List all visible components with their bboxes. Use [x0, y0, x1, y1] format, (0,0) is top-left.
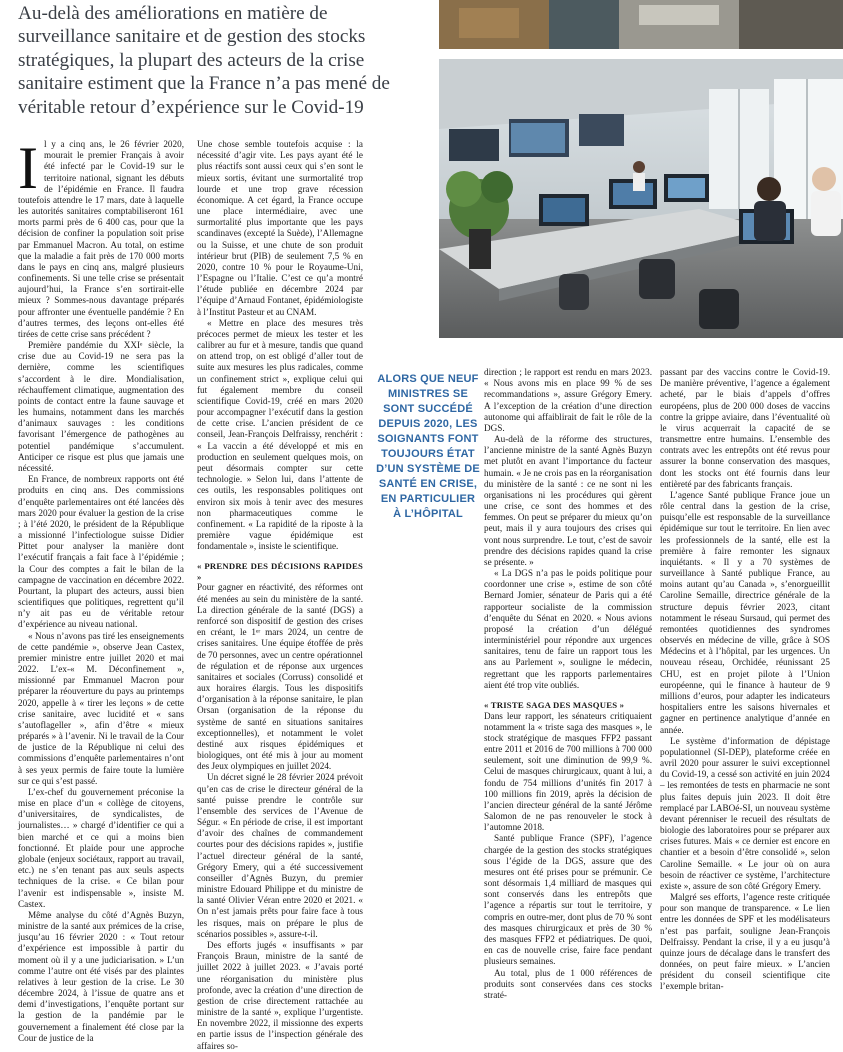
paragraph: « La DGS n’a pas le poids politique pour coordonner une crise », estime de son côté Bernard Jomier, sénateur de Paris qui a été rapporteur socialiste de la commission d’enquête du Sénat en 2020. « Nous avions proposé la création d’un délégué interministériel pour répondre aux urgences sanitaires, tenu de faire un rapport tous les ans au Parlement », souligne le médecin, regrettant que les rapports parlementaires aient été trop vite oubliés. — [484, 568, 652, 690]
paragraph: L’agence Santé publique France joue un rôle central dans la gestion de la crise, puisqu’elle est responsable de la surveillance épidémique sur tout le territoire. En lien avec les professionnels de la santé, elle est la première à faire remonter les signaux inquiétants. « Il y a 70 systèmes de surveillance à Santé publique France, au moins autant qu’au Canada », s’enorgueillit Caroline Semaille, directrice générale de la structure depuis février 2023, citant notamment le réseau Sursaud, qui permet des remontées quotidiennes des syndromes observés en médecine de ville, grâce à SOS Médecins et à l’hôpital, par les urgences. Un nouveau réseau, Orchidée, réunissant 25 CHU, est en projet pilote à l’Union européenne, qui le finance à hauteur de 9 millions d’euros, pour adapter les indicateurs hospitaliers entre les saisons hivernales et gagner en pertinence analytique d’année en année. — [660, 489, 830, 735]
paragraph: L’ex-chef du gouvernement préconise la mise en place d’un « collège de citoyens, d’universitaires, de syndicalistes, de journalistes… » chargé d’identifier ce qui a bien marché et ce qui a moins bien fonctionné. Et plaide pour une approche globale (enjeux sociétaux, rapport au travail, etc.) ne s’en tenant pas aux seuls aspects techniques de la crise. « Ce bilan pour l’avenir est indispensable », insiste M. Castex. — [18, 786, 184, 909]
paragraph: Un décret signé le 28 février 2024 prévoit qu’en cas de crise le directeur général de la santé puisse prendre le contrôle sur l’ensemble des services de l’Avenue de Ségur. « En période de crise, il est important d’avoir des chaînes de commandement courtes pour des décisions rapides », justifie l’actuel directeur général de la santé, Grégory Emery, qui a été successivement conseiller d’Agnès Buzyn, du premier ministre Edouard Philippe et du ministre de la santé Olivier Véran entre 2020 et 2021. « On n’est jamais prêts pour faire face à tous les risques, mais on prépare le plus de scénarios possibles », assure-t-il. — [197, 772, 363, 939]
paragraph: Dans leur rapport, les sénateurs critiquaient notamment la « triste saga des masques », le stock stratégique de masques FFP2 passant entre 2011 et 2016 de 700 millions à 700 000 seulement, soit une diminution de 99,9 %. Celui de masques chirurgicaux, quant à lui, a fondu de 754 millions d’unités fin 2017 à 100 millions fin 2019, après la décision de l’ancien directeur général de la santé Jérôme Salomon de ne pas renouveler le stock à l’automne 2018. — [484, 710, 652, 833]
paragraph: Première pandémie du XXIᵉ siècle, la crise due au Covid-19 ne sera pas la dernière, comme les scientifiques s’accordent à le dire. Mondialisation, réchauffement climatique, augmentation des points de contact entre la faune sauvage et les humains, notamment dans les marchés d’animaux sauvages : les conditions favorisant l’émergence de pathogènes au potentiel pandémique s’accumulent. Anticiper ce risque est plus que jamais une nécessité. — [18, 340, 184, 473]
paragraph: En France, de nombreux rapports ont été produits en cinq ans. Des commissions d’enquête parlementaires ont été lancées dès mars 2020 pour évaluer la gestion de la crise ; à l’été 2020, le président de la République a missionné l’infectiologue suisse Didier Pittet pour analyser la manière dont l’exécutif français a fait face à l’épidémie ; la Cour des comptes a fait le bilan de la campagne de vaccination en décembre 2022. Pourtant, la plupart des acteurs, aussi bien scientifiques que politiques, regrettent qu’il n’y ait pas eu de véritable retour d’expérience au niveau national. — [18, 474, 184, 630]
paragraph: Pour gagner en réactivité, des réformes ont été menées au sein du ministère de la santé. La direction générale de la santé (DGS) a renforcé son dispositif de gestion des crises en créant, le 1ᵉʳ mars 2024, un centre de crises sanitaires. Une équipe étoffée de près de 70 personnes, avec un centre opérationnel de régulation et de réponse aux urgences sanitaires et sociales (Corruss) consolidé et aux horaires élargis. Tous les dispositifs d’organisation à la réponse sanitaire, le plan Orsan (organisation de la réponse du système de santé en situations sanitaires exceptionnelles), et notamment le volet destiné aux risques épidémiques et biologiques, ont été mis à jour au moment des Jeux olympiques en juillet 2024. — [197, 582, 363, 772]
paragraph: Au total, plus de 1 000 références de produits sont conservées dans ces stocks straté- — [484, 967, 652, 1000]
pull-quote: ALORS QUE NEUF MINISTRES SE SONT SUCCÉDÉ DEPUIS 2020, LES SOIGNANTS FONT TOUJOURS ÉTAT D’UN SYSTÈME DE SANTÉ EN CRISE, EN PARTICULIER À L’HÔPITAL — [376, 373, 480, 520]
column-3 — [484, 367, 652, 1001]
paragraph: passant par des vaccins contre le Covid-19. De manière préventive, l’agence a également acheté, par le biais d’appels d’offres européens, plus de 200 000 doses de vaccins contre la grippe aviaire, dans l’éventualité où le virus acquerrait la capacité de se transmettre entre humains. L’ensemble des contrats avec les entrepôts ont été revus pour assurer la bonne conservation des masques, dont les stocks ont été fournis dans leur entièreté par des fabricants français. — [660, 367, 830, 489]
office-photo — [439, 59, 843, 338]
paragraph: Même analyse du côté d’Agnès Buzyn, ministre de la santé aux prémices de la crise, jusqu’au 16 février 2020 : « Tout retour d’expérience est impossible à partir du moment où il y a une judiciarisation. » L’un comme l’autre ont été visés par des plaintes relatives à leur gestion de la crise. Le 30 décembre 2024, à l’issue de quatre ans et demi d’investigations, l’enquête portant sur la gestion de la pandémie par le gouvernement a finalement été close par la Cour de justice de la — [18, 909, 184, 1043]
paragraph: Le système d’information de dépistage populationnel (SI-DEP), plateforme créée en avril 2020 pour assurer le suivi exceptionnel du Covid-19, a cessé son activité en juin 2024 – les remontées de tests en pharmacie ne sont plus faites depuis juin 2023. Il doit être remplacé par LABOé-SI, un nouveau système devant pérenniser le recueil des résultats de biologie des laboratoires pour se préparer aux crises futures. Mais « ce dernier est encore en chantier et a besoin d’être consolidé », selon Caroline Semaille. « Le jour où on aura besoin de réactiver ce système, l’architecture existe », assure de son côté Grégory Emery. — [660, 735, 830, 891]
subheading: « TRISTE SAGA DES MASQUES » — [484, 699, 625, 710]
paragraph: « Mettre en place des mesures très précoces permet de mieux les tester et les calibrer au fur et à mesure, tandis que quand on attend trop, on est obligé d’aller tout de suite aux mesures les plus radicales, comme un confinement strict », explique celui qui fut également membre du conseil scientifique Covid-19, créé en mars 2020 pour accompagner l’exécutif dans la gestion de cette crise. L’ancien président de ce conseil, Jean-François Delfraissy, renchérit : « La vaccin a été développé et mis en production en seulement quelques mois, on peut désormais compter sur cette technologie. » Selon lui, dans l’attente de ces outils, les responsables politiques ont environ six mois à tenir avec des mesures non pharmaceutiques comme le confinement. « La rapidité de la riposte à la première vague épidémique est fondamentale », insiste le scientifique. — [197, 317, 363, 552]
column-1 — [18, 135, 184, 1044]
paragraph: « Nous n’avons pas tiré les enseignements de cette pandémie », observe Jean Castex, premier ministre entre juillet 2020 et mai 2022. L’ex-« M. Déconfinement », missionné par Emmanuel Macron pour préparer la réouverture du pays au printemps 2020, appelle à « tirer les leçons » de cette crise sanitaire, avec lucidité et « sans s’autoflageller », afin d’être « mieux préparés » à l’avenir. Ni le travail de la Cour de justice de la République ni celui des commissions d’enquête parlementaires n’ont à ses yeux permis de faire toute la lumière sur ce qui s’est passé. — [18, 630, 184, 786]
headline: Au-delà des améliorations en matière de surveillance sanitaire et de gestion des stocks stratégiques, la plupart des acteurs de la crise sanitaire estiment que la France n’a pas mené de véritable retour d’expérience sur le Covid-19 — [18, 3, 390, 118]
column-2 — [197, 139, 363, 1052]
paragraph: Des efforts jugés « insuffisants » par François Braun, ministre de la santé de juillet 2022 à juillet 2023. « J’avais porté une réorganisation du ministère plus profonde, avec la création d’une direction de gestion de crise directement rattachée au ministre de la santé », explique l’urgentiste. En novembre 2022, il missionne des experts en partie issus de l’inspection générale des affaires so- — [197, 939, 363, 1051]
top-photo — [439, 0, 843, 49]
paragraph: Il y a cinq ans, le 26 février 2020, mourait le premier Français à avoir été infecté par le Covid-19 sur le territoire national, signant les débuts de l’épidémie en France. Il faudra toutefois attendre le 17 mars, date à laquelle les autorités sanitaires comptabiliseront 161 morts parmi près de 6 400 cas, pour que la décision de confiner la population soit prise par Emmanuel Macron. Au total, on estime que la maladie a fait près de 170 000 morts dans le pays en cinq ans, malgré plusieurs confinements. Si une telle crise se présentait aujourd’hui, la France s’en sortirait-elle mieux ? Sommes-nous davantage préparés pour affronter une éventuelle pandémie ? En d’autres termes, des leçons ont-elles été tirées de cette crise sans précédent ? — [18, 135, 184, 339]
paragraph: Une chose semble toutefois acquise : la nécessité d’agir vite. Les pays ayant été le plus réactifs sont aussi ceux qui s’en sont le mieux sortis, évitant une surmortalité trop lourde et une trop grave récession économique. A cet égard, la France occupe une place intermédiaire, avec une surmortalité plus importante que les pays scandinaves (excepté la Suède), l’Allemagne ou la Suisse, et une chute de son produit intérieur brut (PIB) de seulement 7,5 % en 2020, contre 10 % pour le Royaume-Uni, l’Espagne ou l’Italie. C’est ce qu’a montré l’étude publiée en décembre 2024 par l’équipe d’Arnaud Fontanet, épidémiologiste à l’Institut Pasteur et au CNAM. — [197, 139, 363, 317]
paragraph: direction ; le rapport est rendu en mars 2023. « Nous avons mis en place 99 % de ses recommandations », assure Grégory Emery. A l’exception de la création d’une direction autonome qui affaiblirait de fait le rôle de la DGS. — [484, 367, 652, 433]
column-4 — [660, 367, 830, 993]
paragraph: Malgré ses efforts, l’agence reste critiquée pour son manque de transparence. « Le lien entre les données de SPF et les modélisateurs n’est pas parfait, souligne Jean-François Delfraissy. Pendant la crise, il y a eu jusqu’à quinze jours de décalage dans le transfert des données, on peut faire mieux. » L’ancien président du conseil scientifique cite l’exemple britan- — [660, 892, 830, 992]
paragraph: Au-delà de la réforme des structures, l’ancienne ministre de la santé Agnès Buzyn met plutôt en avant l’importance du facteur humain. « Je ne crois pas en la réorganisation du ministère de la santé : ce ne sont ni les organisations ni les procédures qui gèrent une crise, ce sont des hommes et des femmes. On peut se préparer du mieux qu’on peut, mais il y aura toujours des crises qui vont nous surprendre. Le tout, c’est de savoir prendre des décisions rapides quand la crise se présente. » — [484, 434, 652, 567]
dropcap: I — [18, 135, 38, 201]
subheading: « PRENDRE DES DÉCISIONS RAPIDES » — [197, 561, 363, 582]
paragraph: Santé publique France (SPF), l’agence chargée de la gestion des stocks stratégiques sous l’égide de la DGS, assure que des mesures ont été prises pour se prémunir. Ce sont désormais 1,4 milliard de masques qui sont conservés dans les entrepôts que l’agence a répartis sur tout le territoire, y compris en outre-mer, dont plus de 70 % sont des masques chirurgicaux et près de 30 % des masques FFP2 et pédiatriques. De quoi, en cas de nouvelle crise, faire face pendant plusieurs semaines. — [484, 833, 652, 967]
